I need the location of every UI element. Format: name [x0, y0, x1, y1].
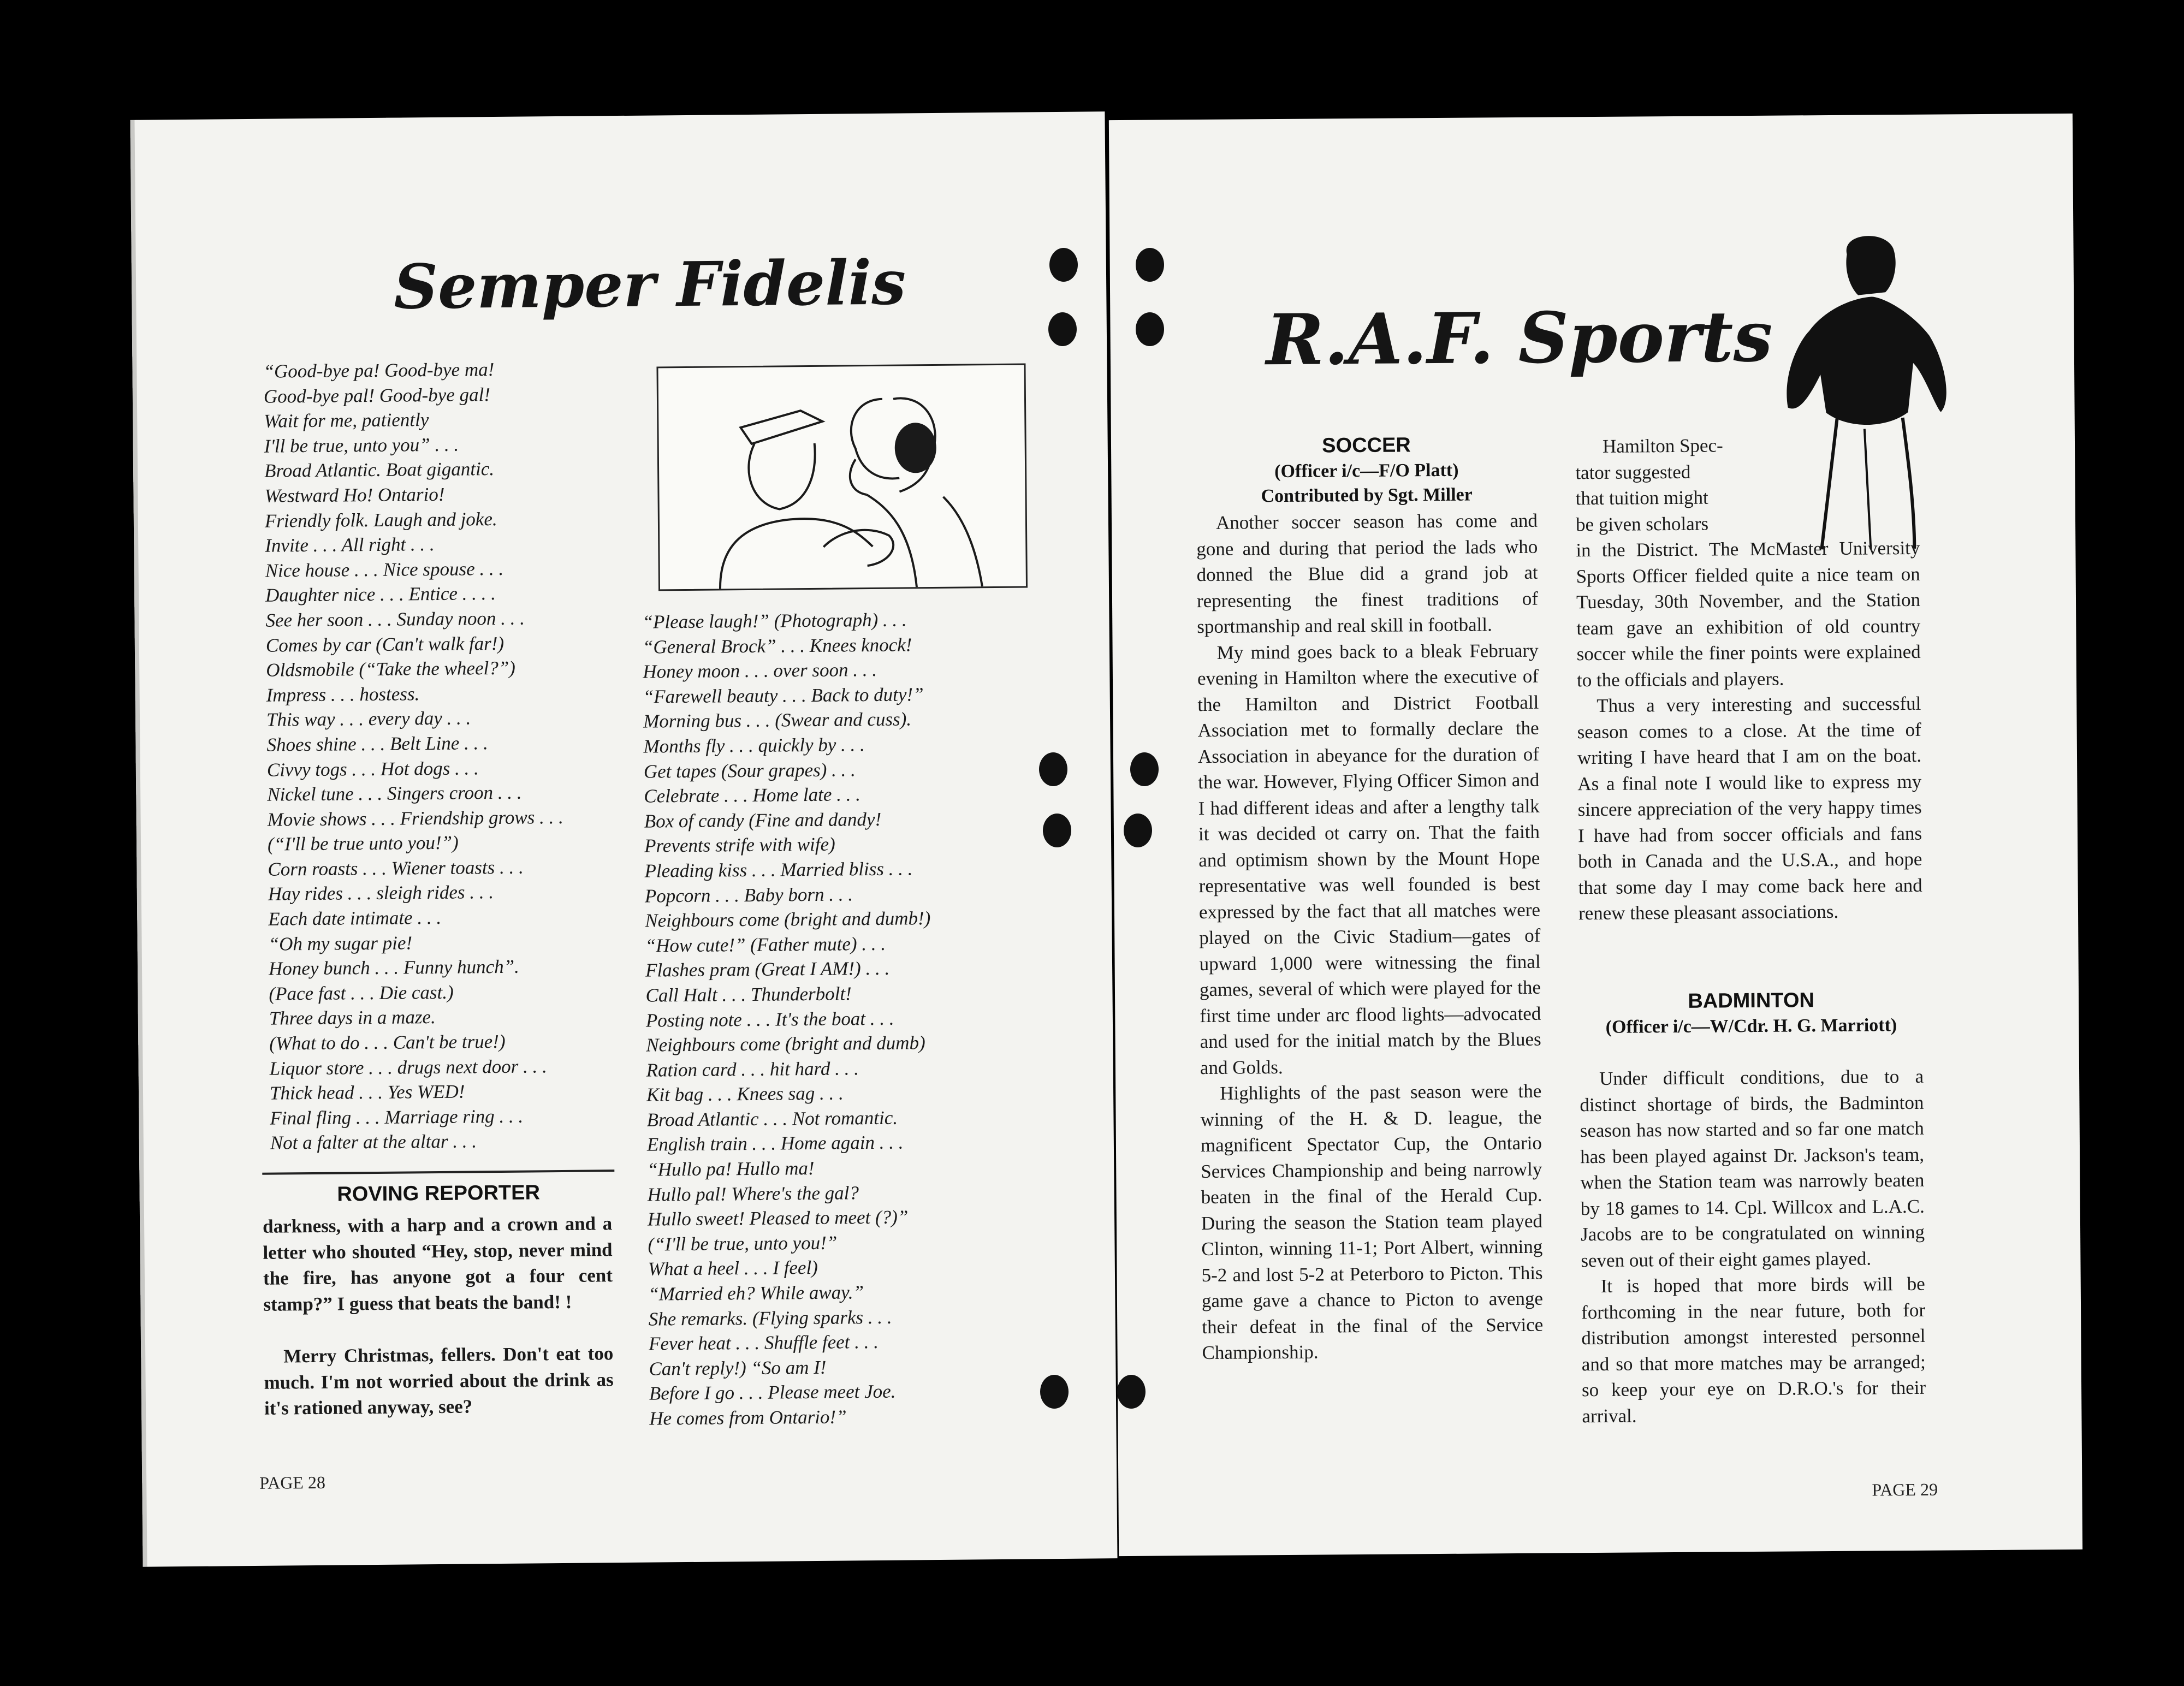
poem-line: Shoes shine . . . Belt Line . . . [266, 732, 488, 756]
page-title-raf-sports: R.A.F. Sports [1266, 295, 1773, 382]
poem-line: Good-bye pal! Good-bye gal! [263, 383, 491, 407]
soccer-officer: (Officer i/c—F/O Platt) [1274, 460, 1459, 482]
poem-line: Kit bag . . . Knees sag . . . [646, 1082, 844, 1106]
poem-line: Honey moon . . . over soon . . . [643, 659, 877, 682]
poem-line: Oldsmobile (“Take the wheel?”) [266, 657, 516, 681]
poem-line: “Farewell beauty . . . Back to duty!” [643, 683, 924, 708]
soccer-contributor: Contributed by Sgt. Miller [1261, 484, 1473, 507]
poem-line: “How cute!” (Father mute) . . . [645, 933, 886, 957]
poem-line: I'll be true, unto you” . . . [264, 434, 459, 457]
poem-line: Nice house . . . Nice spouse . . . [265, 557, 504, 581]
poem-line: Westward Ho! Ontario! [264, 483, 445, 507]
poem-line: Get tapes (Sour grapes) . . . [643, 758, 856, 782]
poem-line: Wait for me, patiently [264, 409, 429, 432]
poem-column-1 [263, 356, 620, 1156]
soccer-paragraph: Another soccer season has come and gone and during that period the lads who donned the Blue did a grand job at representing the finest traditions of sportmanship and real skill in football. [1196, 509, 1539, 638]
poem-line: Movie shows . . . Friendship grows . . . [267, 806, 563, 830]
soccer-intro-line: that tuition might [1575, 486, 1708, 509]
roving-reporter-paragraph-2: Merry Christmas, fellers. Don't eat too much. I'm not worried about the drink as it's rationed anyway, see? [264, 1343, 614, 1419]
roving-reporter-heading: ROVING REPORTER [337, 1181, 541, 1206]
poem-line: “Hullo pa! Hullo ma! [647, 1157, 815, 1180]
poem-line: Before I go . . . Please meet Joe. [649, 1381, 896, 1405]
soccer-intro-line: be given scholars [1575, 513, 1709, 535]
poem-line: Liquor store . . . drugs next door . . . [269, 1055, 547, 1079]
poem-line: Popcorn . . . Baby born . . . [644, 883, 853, 907]
poem-line: Neighbours come (bright and dumb!) [645, 907, 931, 931]
poem-line: Morning bus . . . (Swear and cuss). [643, 708, 912, 733]
poem-line: “Good-bye pa! Good-bye ma! [263, 359, 495, 382]
poem-line: Months fly . . . quickly by . . . [643, 734, 865, 757]
poem-line: Call Halt . . . Thunderbolt! [645, 983, 852, 1006]
section-divider [262, 1169, 614, 1175]
poem-line: Thick head . . . Yes WED! [269, 1081, 465, 1104]
poem-line: Hay rides . . . sleigh rides . . . [268, 881, 494, 905]
poem-line: Can't reply!) “So am I! [649, 1356, 827, 1380]
poem-line: Neighbours come (bright and dumb) [646, 1032, 925, 1056]
poem-line: Comes by car (Can't walk far!) [265, 632, 505, 656]
poem-line: “Married eh? While away.” [648, 1281, 864, 1305]
soccer-paragraph: Highlights of the past season were the winning of the H. & D. league, the magnificent Spectator Cup, the Ontario Services Championship and being narrowly beaten in the final of the Herald Cup. During the season the Station team played Clinton, winning 11-1; Port Albert, winning 5-2 and lost 5-2 at Peterboro to Picton. This game gave a chance to Picton to avenge their defeat in the final of the Service Championship. [1200, 1080, 1544, 1364]
poem-line: Final fling . . . Marriage ring . . . [270, 1105, 524, 1129]
poem-line: “Please laugh!” (Photograph) . . . [642, 609, 907, 633]
badminton-paragraph: Under difficult conditions, due to a distinct shortage of birds, the Badminton season has now started and so far one match has been played against Dr. Jackson's team, when the Station team was narrowly beaten by 18 games to 14. Cpl. Willcox and L.A.C. Jacobs are to be congratulated on winning seven out of their eight games played. [1580, 1065, 1925, 1271]
poem-column-2 [642, 606, 1042, 1431]
binder-hole [1039, 752, 1067, 786]
soccer-heading: SOCCER [1322, 434, 1411, 458]
couple-illustration [656, 364, 1028, 591]
badminton-paragraph: It is hoped that more birds will be forthcoming in the near future, both for distribution amongst interested personnel and so that more matches may be arranged; so keep your eye on D.R.O.'s for their arrival. [1581, 1273, 1926, 1427]
poem-line: Posting note . . . It's the boat . . . [645, 1007, 894, 1031]
poem-line: Three days in a maze. [269, 1006, 436, 1030]
binder-hole [1130, 752, 1159, 786]
poem-line: (“I'll be true unto you!”) [267, 832, 459, 855]
page-title-semper-fidelis: Semper Fidelis [393, 247, 906, 323]
poem-line: Ration card . . . hit hard . . . [646, 1057, 859, 1081]
poem-line: Not a falter at the altar . . . [270, 1130, 477, 1154]
poem-line: (“I'll be true, unto you!” [648, 1232, 838, 1255]
poem-line: Broad Atlantic. Boat gigantic. [264, 458, 495, 482]
poem-line: Civvy togs . . . Hot dogs . . . [266, 757, 479, 781]
poem-line: He comes from Ontario!” [649, 1406, 847, 1429]
binder-hole [1124, 814, 1152, 847]
soccer-paragraph: Thus a very interesting and successful season comes to a close. At the time of writing I have heard that I am on the boat. As a final note I would like to express my sincere appreciation of the very happy times I have had from soccer officials and fans both in Canada and the U.S.A., and hope that some day I may come back here and renew these pleasant associations. [1577, 692, 1922, 924]
soccer-intro-line: Hamilton Spec- [1602, 435, 1723, 457]
poem-line: “Oh my sugar pie! [268, 932, 413, 955]
binder-hole [1048, 312, 1077, 346]
poem-line: See her soon . . . Sunday noon . . . [265, 607, 525, 631]
poem-line: Each date intimate . . . [268, 906, 442, 930]
athlete-illustration [1776, 231, 1958, 555]
poem-line: Prevents strife with wife) [644, 833, 835, 857]
poem-line: Pleading kiss . . . Married bliss . . . [644, 858, 913, 882]
right-page [1109, 114, 2082, 1556]
binder-hole [1136, 312, 1164, 346]
poem-line: Honey bunch . . . Funny hunch”. [268, 955, 519, 979]
poem-line: English train . . . Home again . . . [646, 1132, 904, 1156]
poem-line: Nickel tune . . . Singers croon . . . [267, 781, 522, 805]
poem-line: (Pace fast . . . Die cast.) [269, 981, 454, 1005]
poem-line: She remarks. (Flying sparks . . . [648, 1306, 892, 1330]
binder-hole [1043, 814, 1071, 847]
binder-hole [1040, 1375, 1069, 1409]
page-number-left: PAGE 28 [259, 1472, 326, 1493]
soccer-column-1 [1196, 508, 1544, 1366]
page-number-right: PAGE 29 [1872, 1479, 1938, 1500]
left-page [130, 111, 1117, 1566]
badminton-officer: (Officer i/c—W/Cdr. H. G. Marriott) [1605, 1015, 1897, 1037]
poem-line: Broad Atlantic . . . Not romantic. [646, 1107, 898, 1131]
poem-line: “General Brock” . . . Knees knock! [642, 633, 912, 658]
poem-line: Friendly folk. Laugh and joke. [264, 508, 497, 532]
binder-hole [1117, 1375, 1146, 1409]
poem-line: This way . . . every day . . . [266, 707, 471, 731]
poem-line: Daughter nice . . . Entice . . . . [265, 583, 496, 607]
binder-hole [1049, 248, 1078, 282]
soccer-column-2-intro [1575, 432, 1761, 537]
poem-line: Box of candy (Fine and dandy! [644, 808, 882, 832]
poem-line: Hullo pal! Where's the gal? [647, 1182, 859, 1206]
poem-line: Fever heat . . . Shuffle feet . . . [648, 1331, 879, 1355]
soccer-paragraph: My mind goes back to a bleak February evening in Hamilton where the executive of the Hamilton and District Football Association met to formally declare the Association in abeyance for the duration of the war. However, Flying Officer Simon and I had different ideas and after a lengthy talk it was decided ot carry on. That the faith and optimism shown by the Mount Hope representative was well founded is best expressed by the fact that all matches were played on the Civic Stadium—gates of upward 1,000 were witnessing the final games, several of which were played for the first time under arc flood lights—advocated and used for the initial match by the Blues and Golds. [1197, 639, 1541, 1078]
poem-line: Celebrate . . . Home late . . . [644, 783, 861, 807]
poem-line: (What to do . . . Can't be true!) [269, 1030, 506, 1054]
binder-hole [1136, 248, 1164, 282]
badminton-body [1580, 1064, 1926, 1429]
poem-line: What a heel . . . I feel) [648, 1257, 818, 1280]
poem-line: Flashes pram (Great I AM!) . . . [645, 958, 890, 981]
poem-line: Impress . . . hostess. [266, 682, 420, 706]
roving-reporter-paragraph: darkness, with a harp and a crown and a letter who shouted “Hey, stop, never mind the fire, has anyone got a four cent stamp?” I guess that beats the band! ! [262, 1213, 613, 1315]
soccer-paragraph: in the District. The McMaster University Sports Officer fielded quite a nice team on Tuesday, 30th November, and the Station team gave an exhibition of old country soccer while the finer points were explained to the officials and players. [1576, 537, 1921, 691]
poem-line: Invite . . . All right . . . [265, 533, 435, 556]
soccer-column-2 [1576, 535, 1922, 927]
poem-line: Corn roasts . . . Wiener toasts . . . [268, 856, 524, 880]
poem-line: Hullo sweet! Pleased to meet (?)” [647, 1206, 909, 1230]
soccer-intro-line: tator suggested [1575, 461, 1691, 483]
badminton-heading: BADMINTON [1688, 989, 1815, 1013]
